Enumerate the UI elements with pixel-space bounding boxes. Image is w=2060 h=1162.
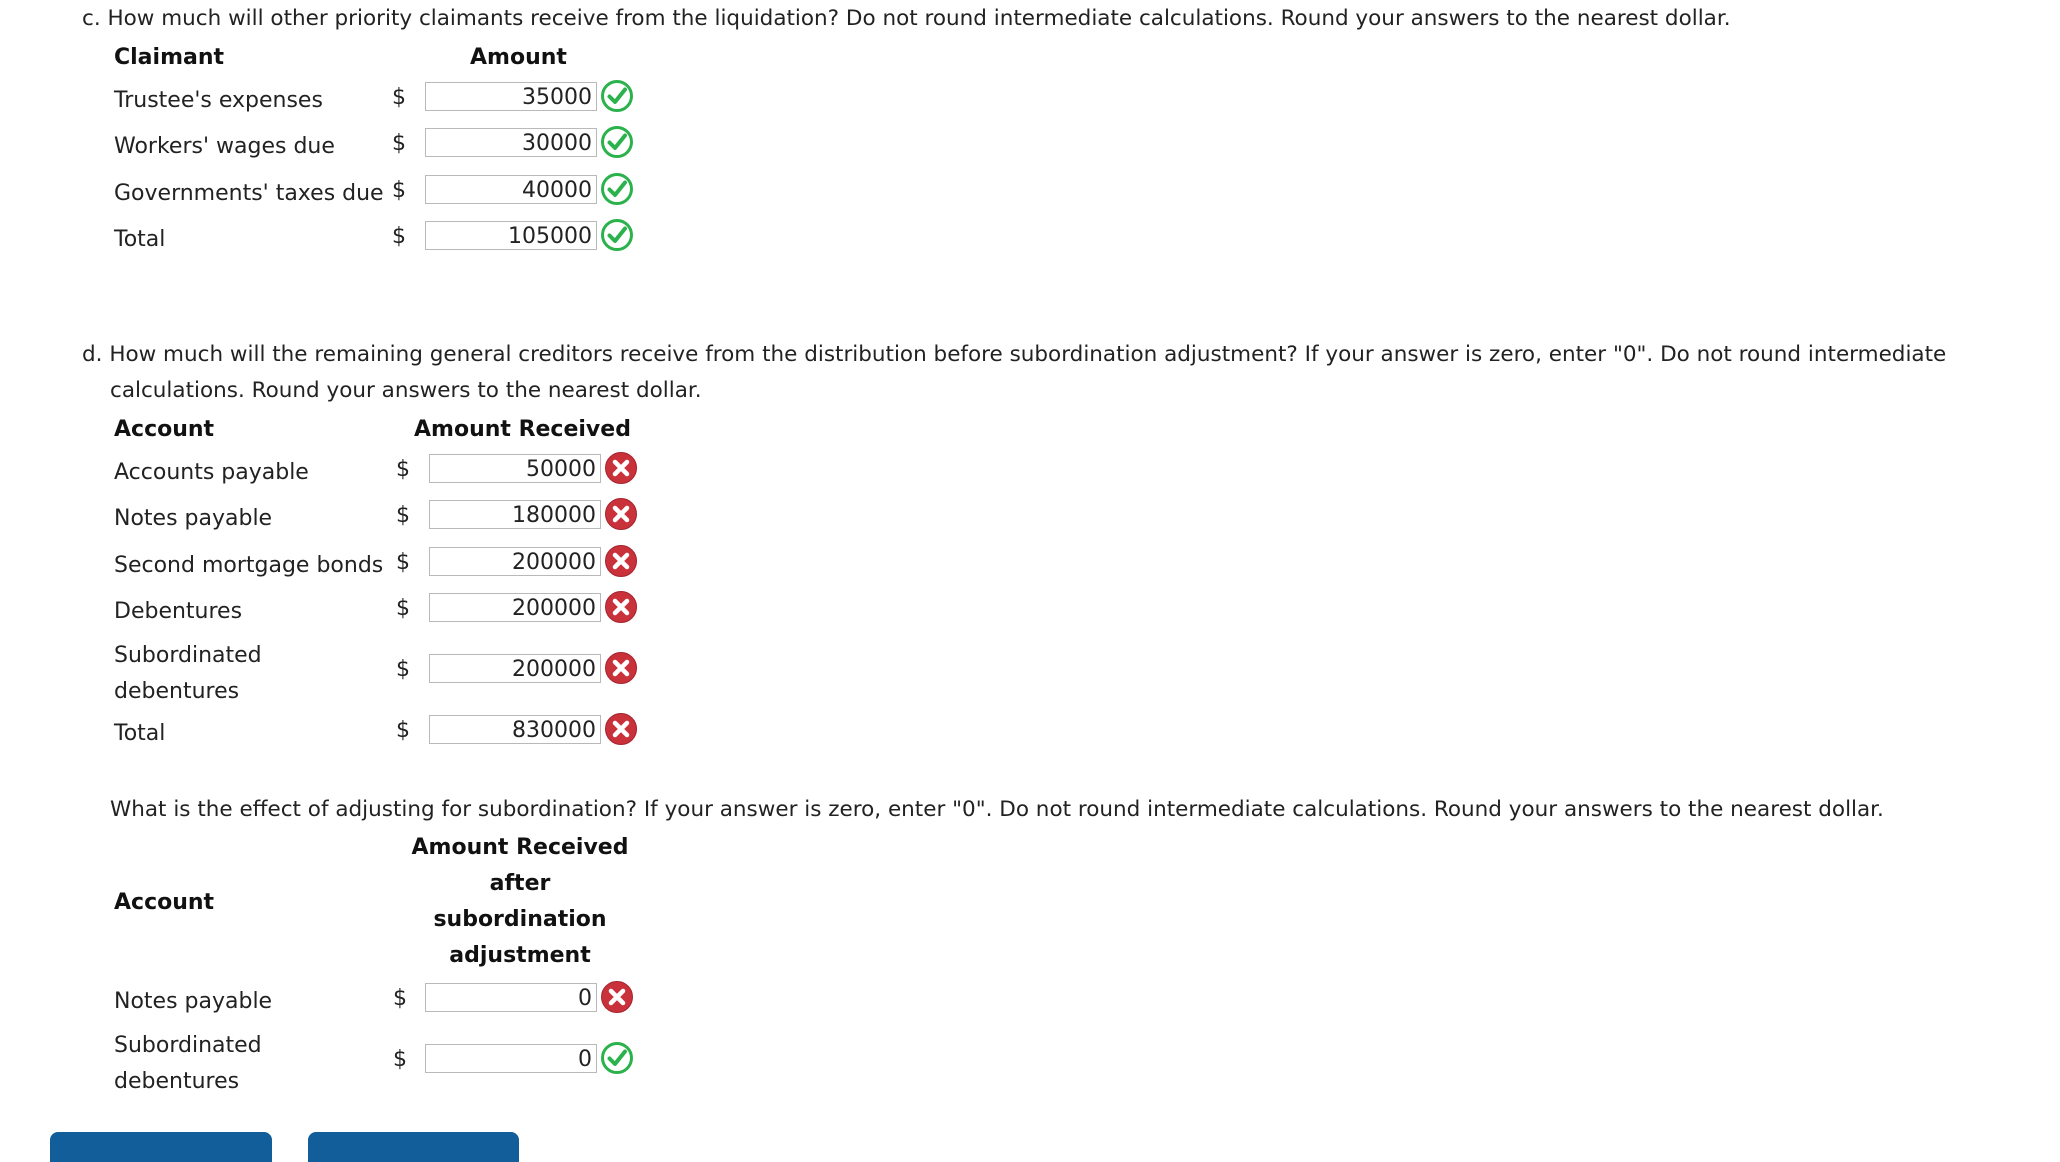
incorrect-x-icon: [604, 712, 638, 746]
part-e-header-amount-line1: Amount Received: [411, 835, 629, 860]
incorrect-x-icon: [604, 651, 638, 685]
currency-symbol: $: [396, 457, 410, 482]
correct-check-icon: [600, 172, 634, 206]
part-d-row-label: Subordinated debentures: [114, 643, 262, 704]
currency-symbol: $: [393, 1047, 407, 1072]
currency-symbol: $: [392, 85, 406, 110]
nav-button-next[interactable]: [308, 1132, 519, 1162]
incorrect-x-icon: [604, 544, 638, 578]
part-e-header-amount-line2: after: [489, 871, 551, 896]
part-d-total-input[interactable]: [429, 715, 601, 744]
incorrect-x-icon: [604, 497, 638, 531]
notes-payable-adjusted-input[interactable]: [425, 983, 597, 1012]
part-c-row-label: Governments' taxes due: [114, 181, 384, 206]
currency-symbol: $: [396, 657, 410, 682]
part-d-header-amount: Amount Received: [414, 417, 631, 442]
currency-symbol: $: [392, 131, 406, 156]
part-d-header-account: Account: [114, 417, 215, 442]
currency-symbol: $: [393, 986, 407, 1011]
notes-payable-input[interactable]: [429, 500, 601, 529]
part-c-row-label: Total: [114, 227, 166, 252]
nav-button-previous[interactable]: [50, 1132, 272, 1162]
government-taxes-input[interactable]: [425, 175, 597, 204]
part-c-header-amount: Amount: [470, 45, 567, 70]
currency-symbol: $: [396, 550, 410, 575]
part-c-total-input[interactable]: [425, 221, 597, 250]
currency-symbol: $: [396, 718, 410, 743]
part-d-question-line1: d. How much will the remaining general creditors receive from the distribution before subordination adjustment? If your answer is zero, enter "0". Do not round intermediate: [82, 342, 1947, 367]
part-e-row-label: Notes payable: [114, 989, 273, 1014]
correct-check-icon: [600, 79, 634, 113]
trustees-expenses-input[interactable]: [425, 82, 597, 111]
second-mortgage-bonds-input[interactable]: [429, 547, 601, 576]
correct-check-icon: [600, 1041, 634, 1075]
workers-wages-input[interactable]: [425, 128, 597, 157]
part-e-header-account: Account: [114, 890, 215, 915]
part-d-question-line2: calculations. Round your answers to the nearest dollar.: [110, 378, 702, 403]
currency-symbol: $: [396, 503, 410, 528]
currency-symbol: $: [396, 596, 410, 621]
part-d-row-label: Second mortgage bonds: [114, 553, 384, 578]
part-e-header-amount-line3: subordination: [433, 907, 607, 932]
incorrect-x-icon: [600, 980, 634, 1014]
accounts-payable-input[interactable]: [429, 454, 601, 483]
part-c-row-label: Workers' wages due: [114, 134, 335, 159]
debentures-input[interactable]: [429, 593, 601, 622]
part-d-row-label: Debentures: [114, 599, 243, 624]
currency-symbol: $: [392, 224, 406, 249]
part-e-header-amount-line4: adjustment: [449, 943, 591, 968]
subordinated-debentures-input[interactable]: [429, 654, 601, 683]
part-d-row-label: Total: [114, 721, 166, 746]
incorrect-x-icon: [604, 451, 638, 485]
part-d-row-label: Accounts payable: [114, 460, 309, 485]
incorrect-x-icon: [604, 590, 638, 624]
part-e-question: What is the effect of adjusting for subordination? If your answer is zero, enter "0". Do not round intermediate calculations. Round your answers to the nearest dollar.: [110, 797, 1884, 822]
part-c-question: c. How much will other priority claimants receive from the liquidation? Do not round intermediate calculations. Round your answers to the nearest dollar.: [82, 6, 1731, 31]
correct-check-icon: [600, 125, 634, 159]
currency-symbol: $: [392, 178, 406, 203]
part-e-row-label: Subordinated debentures: [114, 1033, 262, 1094]
subordinated-debentures-adjusted-input[interactable]: [425, 1044, 597, 1073]
part-c-row-label: Trustee's expenses: [114, 88, 323, 113]
correct-check-icon: [600, 218, 634, 252]
part-c-header-claimant: Claimant: [114, 45, 225, 70]
part-d-row-label: Notes payable: [114, 506, 273, 531]
